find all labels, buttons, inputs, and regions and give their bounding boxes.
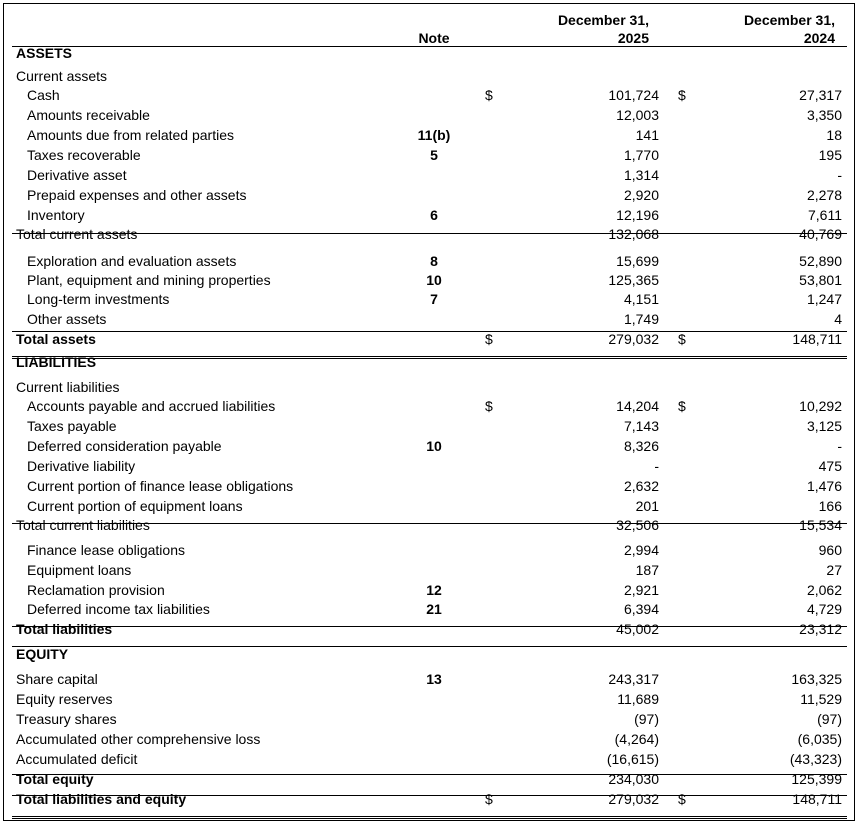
row-label: Plant, equipment and mining properties bbox=[27, 272, 271, 288]
row-label: Accounts payable and accrued liabilities bbox=[27, 398, 276, 414]
rule-line bbox=[12, 816, 847, 819]
value-2025: 279,032 bbox=[608, 791, 659, 807]
row-total-current-liabilities bbox=[4, 515, 854, 535]
row-reclamation-provision bbox=[4, 580, 854, 600]
value-2025: (4,264) bbox=[614, 731, 659, 747]
row-label: Amounts receivable bbox=[27, 107, 150, 123]
value-2024: - bbox=[837, 167, 842, 183]
row-note: 12 bbox=[426, 582, 442, 598]
row-prepaid-expenses-and-other-assets bbox=[4, 185, 854, 205]
value-2025: 2,920 bbox=[623, 187, 659, 203]
col-2024-header-line2: 2024 bbox=[803, 30, 835, 46]
row-label: Other assets bbox=[27, 311, 107, 327]
row-total-assets bbox=[4, 329, 854, 349]
value-2025: 8,326 bbox=[623, 438, 659, 454]
row-equity bbox=[4, 644, 854, 664]
row-long-term-investments bbox=[4, 289, 854, 309]
value-2025: 2,921 bbox=[623, 582, 659, 598]
row-other-assets bbox=[4, 309, 854, 329]
value-2024: 7,611 bbox=[808, 207, 842, 223]
value-2025: 1,770 bbox=[623, 147, 659, 163]
currency-symbol-2024: $ bbox=[678, 398, 686, 414]
value-2025: 2,994 bbox=[623, 542, 659, 558]
row-deferred-consideration-payable bbox=[4, 436, 854, 456]
value-2025: 101,724 bbox=[608, 87, 659, 103]
value-2024: 3,350 bbox=[806, 107, 842, 123]
row-note: 5 bbox=[430, 147, 438, 163]
row-label: Treasury shares bbox=[16, 711, 117, 727]
value-2025: 14,204 bbox=[616, 398, 659, 414]
rule-line bbox=[12, 46, 847, 47]
value-2025: 15,699 bbox=[616, 253, 659, 269]
value-2024: 148,711 bbox=[792, 791, 842, 807]
row-label: Current portion of finance lease obligations bbox=[27, 478, 294, 494]
rule-line bbox=[12, 331, 847, 332]
row-label: Total liabilities bbox=[16, 621, 113, 637]
row-label: LIABILITIES bbox=[16, 354, 97, 370]
value-2025: 132,068 bbox=[608, 226, 659, 242]
value-2025: 234,030 bbox=[608, 771, 659, 787]
col-2024-header-line1: December 31, bbox=[743, 12, 835, 28]
currency-symbol-2025: $ bbox=[485, 398, 493, 414]
value-2024: 148,711 bbox=[792, 331, 842, 347]
row-note: 10 bbox=[426, 272, 442, 288]
value-2025: 1,749 bbox=[623, 311, 659, 327]
row-label: Total liabilities and equity bbox=[16, 791, 187, 807]
row-accumulated-other-comprehensive-loss bbox=[4, 729, 854, 749]
row-label: Inventory bbox=[27, 207, 85, 223]
row-total-equity bbox=[4, 769, 854, 789]
row-treasury-shares bbox=[4, 709, 854, 729]
value-2024: 475 bbox=[818, 458, 842, 474]
value-2024: (43,323) bbox=[789, 751, 842, 767]
row-label: Cash bbox=[27, 87, 60, 103]
row-note: 13 bbox=[426, 671, 442, 687]
value-2024: (97) bbox=[817, 711, 842, 727]
row-label: Accumulated other comprehensive loss bbox=[16, 731, 261, 747]
row-accounts-payable-and-accrued-liabilities bbox=[4, 396, 854, 416]
value-2025: 125,365 bbox=[608, 272, 659, 288]
value-2024: 53,801 bbox=[799, 272, 842, 288]
row-derivative-asset bbox=[4, 165, 854, 185]
rule-line bbox=[12, 774, 847, 775]
value-2024: 195 bbox=[818, 147, 842, 163]
currency-symbol-2025: $ bbox=[485, 791, 493, 807]
row-label: Equipment loans bbox=[27, 562, 132, 578]
value-2024: 10,292 bbox=[799, 398, 842, 414]
value-2024: 27 bbox=[826, 562, 842, 578]
note-column-header: Note bbox=[418, 30, 450, 46]
row-note: 11(b) bbox=[417, 127, 451, 143]
col-2025-header-line2: 2025 bbox=[617, 30, 649, 46]
row-exploration-and-evaluation-assets bbox=[4, 251, 854, 271]
value-2025: 201 bbox=[635, 498, 659, 514]
row-amounts-due-from-related-parties bbox=[4, 125, 854, 145]
value-2024: 23,312 bbox=[799, 621, 842, 637]
value-2025: - bbox=[654, 458, 659, 474]
row-taxes-recoverable bbox=[4, 145, 854, 165]
row-taxes-payable bbox=[4, 416, 854, 436]
row-label: Exploration and evaluation assets bbox=[27, 253, 237, 269]
row-equity-reserves bbox=[4, 689, 854, 709]
row-amounts-receivable bbox=[4, 105, 854, 125]
value-2025: 141 bbox=[635, 127, 659, 143]
value-2025: 12,003 bbox=[616, 107, 659, 123]
row-label: ASSETS bbox=[16, 45, 73, 61]
currency-symbol-2025: $ bbox=[485, 87, 493, 103]
value-2024: (6,035) bbox=[797, 731, 842, 747]
row-label: EQUITY bbox=[16, 646, 69, 662]
row-total-liabilities-and-equity bbox=[4, 789, 854, 809]
col-2025-header-line1: December 31, bbox=[557, 12, 649, 28]
value-2024: 1,476 bbox=[806, 478, 842, 494]
value-2024: 27,317 bbox=[799, 87, 842, 103]
value-2025: (16,615) bbox=[606, 751, 659, 767]
value-2025: 45,002 bbox=[616, 621, 659, 637]
value-2025: 279,032 bbox=[608, 331, 659, 347]
value-2025: 4,151 bbox=[623, 291, 659, 307]
row-label: Amounts due from related parties bbox=[27, 127, 234, 143]
row-label: Reclamation provision bbox=[27, 582, 165, 598]
row-label: Current assets bbox=[16, 68, 108, 84]
row-note: 10 bbox=[426, 438, 442, 454]
value-2024: 2,062 bbox=[806, 582, 842, 598]
value-2024: 4,729 bbox=[806, 601, 842, 617]
row-label: Taxes recoverable bbox=[27, 147, 141, 163]
row-label: Derivative liability bbox=[27, 458, 136, 474]
row-accumulated-deficit bbox=[4, 749, 854, 769]
value-2025: 11,689 bbox=[617, 691, 659, 707]
value-2024: 11,529 bbox=[800, 691, 842, 707]
row-current-assets bbox=[4, 66, 854, 86]
value-2025: 187 bbox=[635, 562, 659, 578]
row-label: Current liabilities bbox=[16, 379, 120, 395]
row-current-portion-of-finance-lease-obligations bbox=[4, 476, 854, 496]
value-2024: 2,278 bbox=[806, 187, 842, 203]
row-label: Total assets bbox=[16, 331, 96, 347]
value-2025: (97) bbox=[634, 711, 659, 727]
row-inventory bbox=[4, 205, 854, 225]
value-2024: 18 bbox=[826, 127, 842, 143]
rule-line bbox=[12, 233, 847, 234]
rule-line bbox=[12, 523, 847, 524]
value-2024: 52,890 bbox=[799, 253, 842, 269]
currency-symbol-2024: $ bbox=[678, 331, 686, 347]
row-equipment-loans bbox=[4, 560, 854, 580]
value-2025: 6,394 bbox=[623, 601, 659, 617]
row-note: 21 bbox=[426, 601, 442, 617]
row-label: Equity reserves bbox=[16, 691, 113, 707]
value-2024: 163,325 bbox=[791, 671, 842, 687]
row-label: Current portion of equipment loans bbox=[27, 498, 243, 514]
value-2025: 7,143 bbox=[623, 418, 659, 434]
currency-symbol-2024: $ bbox=[678, 87, 686, 103]
row-note: 8 bbox=[430, 253, 438, 269]
value-2024: 40,769 bbox=[799, 226, 842, 242]
row-label: Finance lease obligations bbox=[27, 542, 185, 558]
row-label: Derivative asset bbox=[27, 167, 127, 183]
value-2025: 243,317 bbox=[608, 671, 659, 687]
row-note: 7 bbox=[430, 291, 438, 307]
row-label: Prepaid expenses and other assets bbox=[27, 187, 247, 203]
rule-line bbox=[12, 626, 847, 627]
value-2025: 1,314 bbox=[623, 167, 659, 183]
value-2025: 2,632 bbox=[623, 478, 659, 494]
value-2024: 125,399 bbox=[791, 771, 842, 787]
row-label: Long-term investments bbox=[27, 291, 170, 307]
row-total-current-assets bbox=[4, 224, 854, 244]
value-2025: 12,196 bbox=[616, 207, 659, 223]
row-deferred-income-tax-liabilities bbox=[4, 599, 854, 619]
row-note: 6 bbox=[430, 207, 438, 223]
rule-line bbox=[12, 795, 847, 796]
value-2024: 166 bbox=[818, 498, 842, 514]
row-share-capital bbox=[4, 669, 854, 689]
balance-sheet-frame bbox=[3, 3, 855, 821]
rule-line bbox=[12, 356, 847, 359]
row-current-portion-of-equipment-loans bbox=[4, 496, 854, 516]
row-plant-equipment-and-mining-properties bbox=[4, 270, 854, 290]
value-2024: 3,125 bbox=[806, 418, 842, 434]
currency-symbol-2025: $ bbox=[485, 331, 493, 347]
row-label: Total current liabilities bbox=[16, 517, 150, 533]
row-current-liabilities bbox=[4, 377, 854, 397]
row-label: Taxes payable bbox=[27, 418, 117, 434]
row-total-liabilities bbox=[4, 619, 854, 639]
row-liabilities bbox=[4, 352, 854, 372]
value-2024: 15,534 bbox=[799, 517, 842, 533]
value-2024: - bbox=[837, 438, 842, 454]
row-label: Accumulated deficit bbox=[16, 751, 138, 767]
row-label: Deferred consideration payable bbox=[27, 438, 222, 454]
row-derivative-liability bbox=[4, 456, 854, 476]
row-label: Total equity bbox=[16, 771, 94, 787]
currency-symbol-2024: $ bbox=[678, 791, 686, 807]
value-2024: 1,247 bbox=[806, 291, 842, 307]
rule-line bbox=[12, 646, 847, 647]
row-label: Deferred income tax liabilities bbox=[27, 601, 210, 617]
value-2024: 4 bbox=[834, 311, 842, 327]
row-label: Share capital bbox=[16, 671, 98, 687]
row-label: Total current assets bbox=[16, 226, 138, 242]
value-2024: 960 bbox=[818, 542, 842, 558]
row-cash bbox=[4, 85, 854, 105]
row-finance-lease-obligations bbox=[4, 540, 854, 560]
value-2025: 32,506 bbox=[616, 517, 659, 533]
